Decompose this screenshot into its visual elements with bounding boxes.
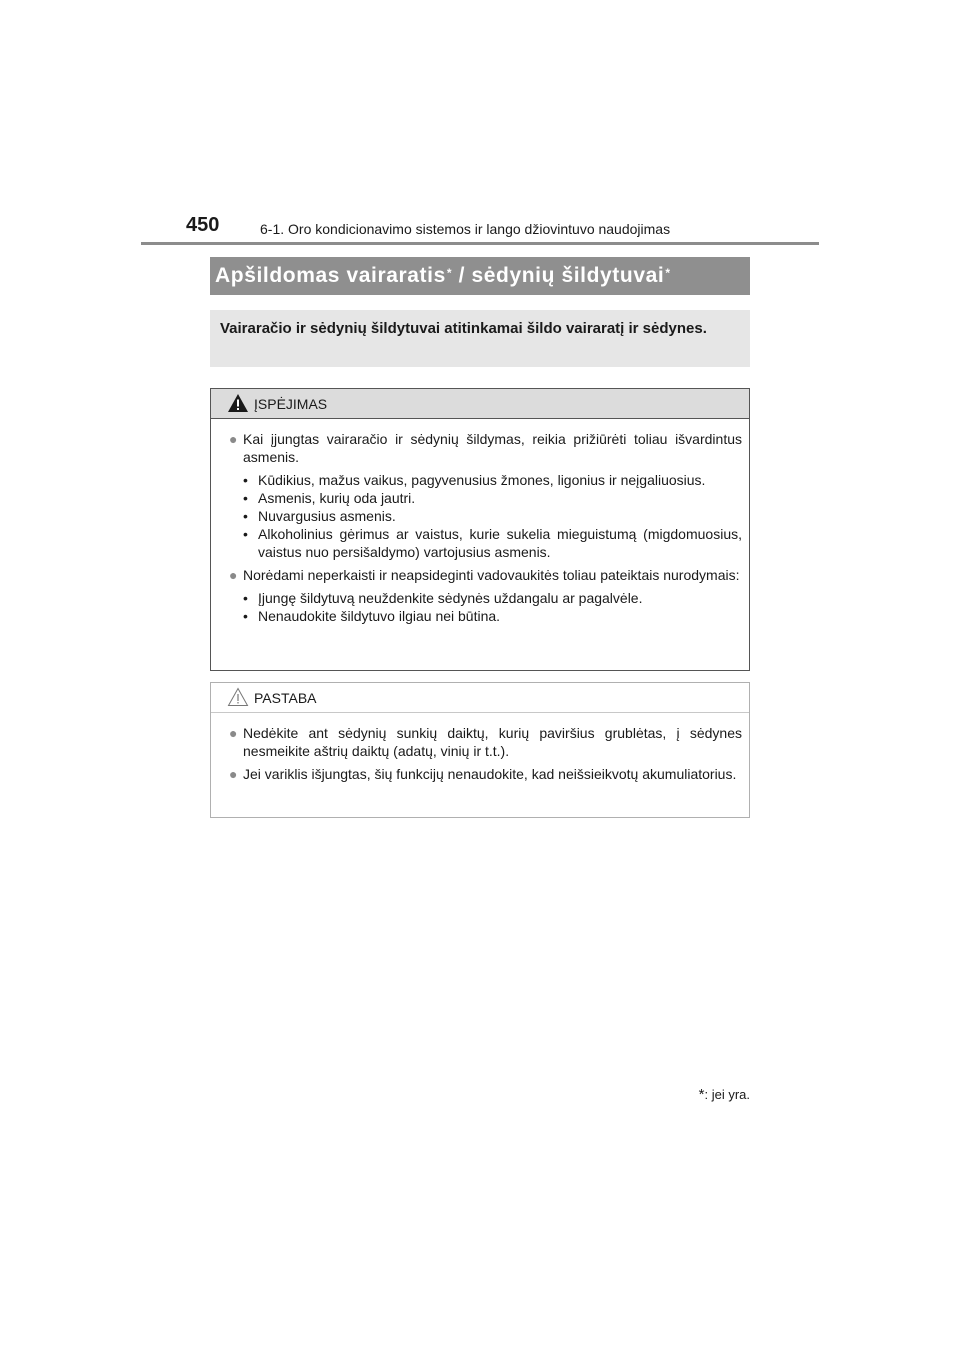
sub-item-text: Alkoholinius gėrimus ar vaistus, kurie sukelia mieguistumą (migdomuosius, vaistus nuo persišaldymo) vartojusius asmenis. — [258, 526, 742, 560]
list-item: • Alkoholinius gėrimus ar vaistus, kurie sukelia mieguistumą (migdomuosius, vaistus nuo persišaldymo) vartojusius asmenis. — [243, 526, 742, 560]
list-item: • Įjungę šildytuvą neuždenkite sėdynės uždangalu ar pagalvėle. — [243, 589, 742, 607]
bullet-dot-icon: ● — [229, 567, 238, 583]
warning-box — [210, 388, 750, 671]
header-rule — [141, 242, 819, 245]
list-item: • Nuvargusius asmenis. — [243, 507, 742, 525]
running-title: 6-1. Oro kondicionavimo sistemos ir lango džiovintuvo naudojimas — [260, 221, 671, 237]
bullet-dot-icon: ● — [229, 431, 238, 447]
bullet-dot-icon: ● — [229, 725, 238, 741]
warning-body — [211, 419, 749, 625]
list-item — [229, 430, 742, 466]
warning-label: ĮSPĖJIMAS — [254, 396, 328, 412]
note-body — [211, 713, 749, 783]
note-header — [211, 683, 749, 713]
intro-box — [210, 310, 750, 367]
page-number: 450 — [186, 214, 220, 236]
caution-triangle-outline-icon — [227, 687, 249, 707]
list-item: • Asmenis, kurių oda jautri. — [243, 489, 742, 507]
note-bullet-1: Nedėkite ant sėdynių sunkių daiktų, kurių paviršius grublėtas, į sėdynes nesmeikite aštrių daiktų (adatų, vinių ir t.t.). — [243, 725, 742, 759]
sub-item-text: Kūdikius, mažus vaikus, pagyvenusius žmones, ligonius ir neįgaliuosius. — [258, 472, 706, 488]
list-item — [229, 724, 742, 760]
sub-item-text: Nuvargusius asmenis. — [258, 508, 396, 524]
footnote-text: : jei yra. — [704, 1087, 750, 1102]
list-item — [229, 765, 742, 783]
note-box — [210, 682, 750, 818]
note-label: PASTABA — [254, 690, 317, 706]
footnote-star: * — [698, 1086, 705, 1103]
section-title-part1: Apšildomas vairaratis — [215, 264, 446, 287]
footnote-marker: * — [446, 266, 453, 280]
footnote-marker: * — [665, 266, 671, 280]
warning-header — [211, 389, 749, 419]
note-bullet-2: Jei variklis išjungtas, šių funkcijų nenaudokite, kad neišsieikvotų akumuliatorius. — [243, 766, 737, 782]
list-item: • Kūdikius, mažus vaikus, pagyvenusius žmones, ligonius ir neįgaliuosius. — [243, 471, 742, 489]
bullet-dot-icon: ● — [229, 766, 238, 782]
warning-bullet-1: Kai įjungtas vairaračio ir sėdynių šildymas, reikia prižiūrėti toliau išvardintus asmenis. — [243, 431, 742, 465]
list-item: • Nenaudokite šildytuvo ilgiau nei būtina. — [243, 607, 742, 625]
section-title-part2: / sėdynių šildytuvai — [452, 264, 665, 287]
sub-list — [229, 471, 742, 561]
sub-item-text: Asmenis, kurių oda jautri. — [258, 490, 416, 506]
footnote — [699, 1086, 750, 1103]
warning-bullet-2: Norėdami neperkaisti ir neapsideginti vadovaukitės toliau pateiktais nurodymais: — [243, 567, 740, 583]
list-item — [229, 566, 742, 584]
intro-text: Vairaračio ir sėdynių šildytuvai atitinkamai šildo vairaratį ir sėdynes. — [220, 320, 707, 337]
section-title — [210, 257, 750, 295]
sub-item-text: Nenaudokite šildytuvo ilgiau nei būtina. — [258, 608, 501, 624]
sub-item-text: Įjungę šildytuvą neuždenkite sėdynės uždangalu ar pagalvėle. — [258, 590, 643, 606]
sub-list — [229, 589, 742, 625]
warning-triangle-icon — [227, 393, 249, 413]
